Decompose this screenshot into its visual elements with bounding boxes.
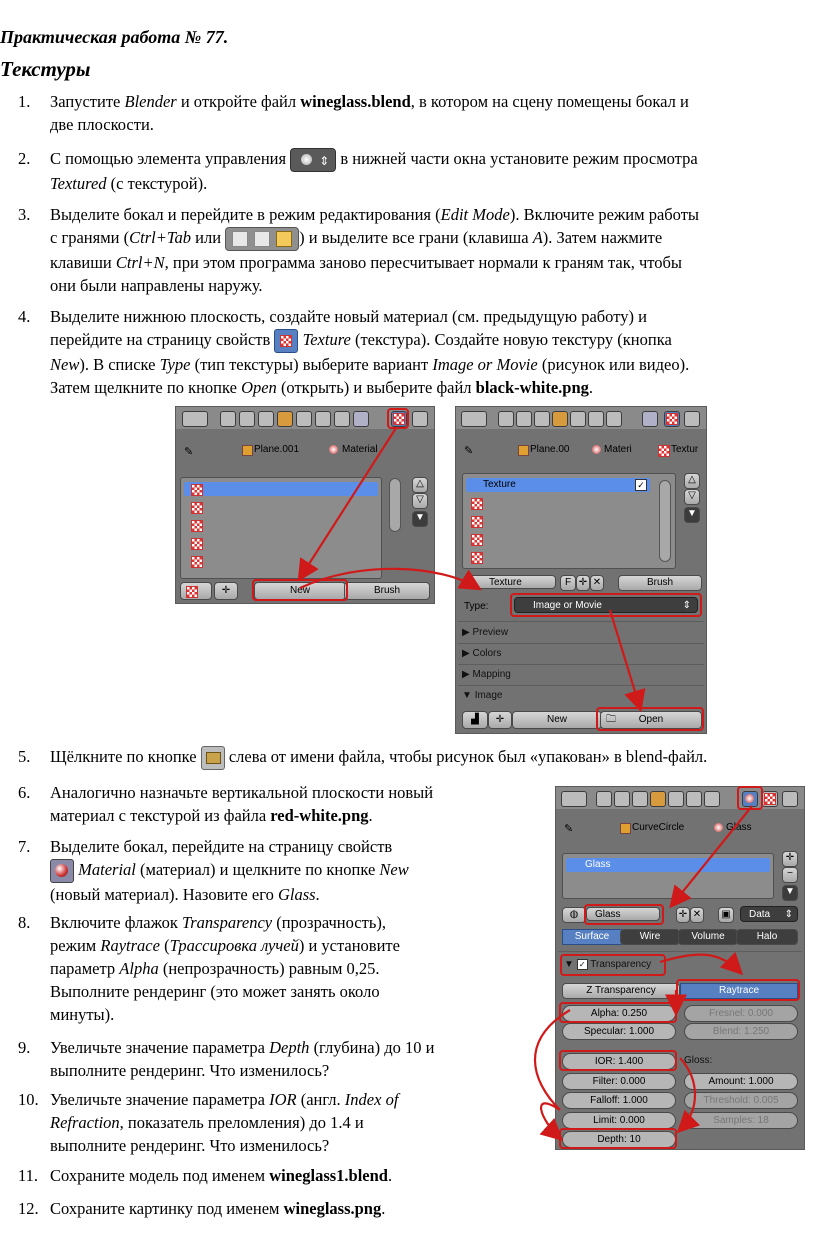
filter-field[interactable]: Filter: 0.000 bbox=[562, 1073, 676, 1090]
brush-button[interactable]: Brush bbox=[618, 575, 702, 591]
folder-icon: 🗀 bbox=[606, 714, 616, 725]
list-scrollbar[interactable] bbox=[659, 480, 671, 562]
material-tab-icon[interactable] bbox=[353, 411, 369, 427]
shading-selector-icon: ⇕ bbox=[290, 148, 336, 172]
plane-icon bbox=[518, 445, 529, 456]
item-text: Сохраните модель под именем wineglass1.blend. bbox=[50, 1166, 393, 1185]
section-preview[interactable]: ▶ Preview bbox=[462, 627, 509, 638]
editor-type-icon[interactable] bbox=[182, 411, 208, 427]
image-browse-button[interactable]: ▟ bbox=[462, 711, 488, 729]
falloff-field[interactable]: Falloff: 1.000 bbox=[562, 1092, 676, 1109]
brush-button[interactable]: Brush bbox=[344, 582, 430, 600]
add-button[interactable]: ✛ bbox=[488, 711, 512, 729]
list-item bbox=[18, 305, 808, 397]
section-mapping[interactable]: ▶ Mapping bbox=[462, 669, 511, 680]
modifiers-tab-icon[interactable] bbox=[315, 411, 331, 427]
highlight-raytrace bbox=[676, 979, 800, 1001]
pin-icon[interactable]: ✎ bbox=[464, 445, 474, 457]
constraints-tab-icon[interactable] bbox=[570, 411, 586, 427]
material-slot-list[interactable] bbox=[562, 853, 774, 899]
item-number: 11. bbox=[18, 1166, 39, 1185]
select-mode-buttons-icon bbox=[225, 227, 299, 251]
fresnel-field[interactable]: Fresnel: 0.000 bbox=[684, 1005, 798, 1022]
item-number: 9. bbox=[18, 1038, 31, 1057]
specials-button[interactable]: ▼ bbox=[412, 511, 428, 527]
material-icon bbox=[329, 445, 338, 454]
threshold-field[interactable]: Threshold: 0.005 bbox=[684, 1092, 798, 1109]
object-tab-icon[interactable] bbox=[277, 411, 293, 427]
texture-tab-icon[interactable] bbox=[762, 791, 778, 807]
highlight-alpha bbox=[559, 1002, 677, 1023]
tab-volume[interactable]: Volume bbox=[678, 929, 738, 945]
enabled-checkbox[interactable]: ✓ bbox=[635, 479, 647, 491]
transparency-label: Transparency bbox=[590, 959, 652, 970]
render-tab-icon[interactable] bbox=[220, 411, 236, 427]
raytrace-button[interactable]: Raytrace bbox=[680, 983, 798, 999]
material-name-text: Glass bbox=[595, 909, 621, 920]
breadcrumb-object: Plane.001 bbox=[254, 444, 300, 455]
texture-slot-icon bbox=[471, 498, 483, 510]
specials-button[interactable]: ▼ bbox=[782, 885, 798, 901]
tab-surface[interactable]: Surface bbox=[562, 929, 622, 945]
world-tab-icon[interactable] bbox=[534, 411, 550, 427]
particles-tab-icon[interactable] bbox=[412, 411, 428, 427]
data-tab-icon[interactable] bbox=[334, 411, 350, 427]
list-scrollbar[interactable] bbox=[389, 478, 401, 532]
breadcrumb-object: CurveCircle bbox=[632, 822, 685, 833]
texture-panel-after bbox=[455, 406, 707, 734]
node-button[interactable]: ▣ bbox=[718, 907, 734, 923]
item-text: Запустите Blender и откройте файл wineglass.blend, в котором на сцену помещены бокал и две плоскости. bbox=[50, 92, 689, 134]
texture-icon bbox=[658, 445, 670, 457]
texture-slot-list[interactable] bbox=[462, 473, 676, 569]
texture-slot-icon bbox=[191, 502, 203, 514]
highlight-texture-tab bbox=[387, 408, 409, 429]
list-item bbox=[18, 745, 808, 768]
texture-slot-icon bbox=[471, 534, 483, 546]
new-texture-button[interactable]: New bbox=[254, 582, 346, 600]
ior-field[interactable]: IOR: 1.400 bbox=[562, 1053, 676, 1070]
breadcrumb-object: Plane.00 bbox=[530, 444, 570, 455]
specials-button[interactable]: ▼ bbox=[684, 507, 700, 523]
object-tab-icon[interactable] bbox=[650, 791, 666, 807]
highlight-depth bbox=[559, 1128, 677, 1149]
highlight-material-tab bbox=[737, 786, 763, 810]
alpha-field[interactable]: Alpha: 0.250 bbox=[562, 1005, 676, 1022]
highlight-ior bbox=[559, 1050, 677, 1071]
remove-slot-button[interactable]: − bbox=[782, 867, 798, 883]
item-text: С помощью элемента управления ⇕ в нижней части окна установите режим просмотра Textured (с текстурой). bbox=[50, 149, 698, 194]
scene-tab-icon[interactable] bbox=[239, 411, 255, 427]
item-text: Аналогично назначьте вертикальной плоскости новый материал с текстурой из файла red-white.png. bbox=[50, 783, 434, 825]
data-dropdown[interactable]: Data ⇕ bbox=[740, 906, 798, 922]
pack-button-icon bbox=[201, 746, 225, 770]
unlink-button[interactable]: ✕ bbox=[690, 907, 704, 923]
item-number: 8. bbox=[18, 913, 31, 932]
specular-field[interactable]: Specular: 1.000 bbox=[562, 1023, 676, 1040]
list-item bbox=[18, 203, 808, 295]
texture-browse-button[interactable] bbox=[180, 582, 212, 600]
fake-user-button[interactable]: F bbox=[560, 575, 576, 591]
world-tab-icon[interactable] bbox=[632, 791, 648, 807]
list-item bbox=[18, 1164, 808, 1187]
world-tab-icon[interactable] bbox=[258, 411, 274, 427]
editor-type-icon[interactable] bbox=[461, 411, 487, 427]
item-number: 5. bbox=[18, 747, 31, 766]
list-item bbox=[18, 1036, 508, 1082]
item-text: Щёлкните по кнопке слева от имени файла, чтобы рисунок был «упакован» в blend-файл. bbox=[50, 745, 707, 770]
item-text: Увеличьте значение параметра Depth (глубина) до 10 и выполните рендеринг. Что изменилось? bbox=[50, 1038, 435, 1080]
topic-title: Текстуры bbox=[0, 57, 91, 81]
material-tab-icon bbox=[50, 859, 74, 883]
item-number: 4. bbox=[18, 307, 31, 326]
texture-slot-icon bbox=[191, 520, 203, 532]
open-label: Open bbox=[638, 714, 664, 725]
breadcrumb-texture: Textur bbox=[671, 444, 699, 455]
item-number: 2. bbox=[18, 149, 31, 168]
practical-title: Практическая работа № 77. bbox=[0, 27, 229, 47]
dropdown-arrows-icon: ⇕ bbox=[682, 600, 691, 611]
list-item bbox=[18, 1088, 508, 1157]
texture-slot-icon bbox=[471, 552, 483, 564]
highlight-name-field bbox=[584, 904, 664, 925]
transparency-checkbox[interactable]: ▼ ✓ Transparency bbox=[564, 959, 652, 970]
item-text: Включите флажок Transparency (прозрачность), режим Raytrace (Трассировка лучей) и установите параметр Alpha (непрозрачность) равным 0,25. Выполните рендеринг (это может занять около минуты). bbox=[50, 913, 400, 1024]
add-button[interactable]: ✛ bbox=[214, 582, 238, 600]
texture-tab-icon[interactable] bbox=[664, 411, 680, 427]
texture-slot-list[interactable] bbox=[180, 477, 382, 579]
item-text: Выделите бокал, перейдите на страницу свойств Material (материал) и щелкните по кнопке New (новый материал). Назовите его Glass. bbox=[50, 837, 409, 905]
material-tab-icon[interactable] bbox=[642, 411, 658, 427]
breadcrumb-material: Material bbox=[342, 444, 378, 455]
highlight-new-button bbox=[252, 579, 348, 601]
item-number: 12. bbox=[18, 1199, 39, 1218]
highlight-transparency bbox=[560, 954, 666, 976]
scene-tab-icon[interactable] bbox=[516, 411, 532, 427]
new-image-button[interactable]: New bbox=[512, 711, 602, 729]
list-item bbox=[18, 911, 508, 1026]
list-item bbox=[18, 1197, 808, 1220]
item-text: Увеличьте значение параметра IOR (англ. Index of Refraction, показатель преломления) до 1.4 и выполните рендеринг. Что изменилось? bbox=[50, 1090, 399, 1155]
item-number: 1. bbox=[18, 92, 31, 111]
unlink-button[interactable]: ✕ bbox=[590, 575, 604, 591]
list-item-label: Texture bbox=[483, 479, 516, 490]
section-colors[interactable]: ▶ Colors bbox=[462, 648, 502, 659]
section-image[interactable]: ▼ Image bbox=[462, 690, 503, 701]
item-number: 3. bbox=[18, 205, 31, 224]
material-icon bbox=[592, 445, 601, 454]
render-tab-icon[interactable] bbox=[498, 411, 514, 427]
scene-tab-icon[interactable] bbox=[614, 791, 630, 807]
pin-icon[interactable]: ✎ bbox=[564, 823, 574, 835]
add-slot-button[interactable]: ✛ bbox=[782, 851, 798, 867]
object-tab-icon[interactable] bbox=[552, 411, 568, 427]
selected-slot[interactable] bbox=[184, 482, 378, 496]
breadcrumb-material: Glass bbox=[726, 822, 752, 833]
item-text: Сохраните картинку под именем wineglass.png. bbox=[50, 1199, 386, 1218]
plane-icon bbox=[242, 445, 253, 456]
constraints-tab-icon[interactable] bbox=[668, 791, 684, 807]
list-item bbox=[18, 90, 808, 136]
blend-field[interactable]: Blend: 1.250 bbox=[684, 1023, 798, 1040]
texture-name-text: Texture bbox=[489, 577, 522, 588]
amount-field[interactable]: Amount: 1.000 bbox=[684, 1073, 798, 1090]
modifiers-tab-icon[interactable] bbox=[686, 791, 702, 807]
z-transparency-button[interactable]: Z Transparency bbox=[562, 983, 680, 999]
limit-field[interactable]: Limit: 0.000 bbox=[562, 1112, 676, 1129]
item-text: Выделите нижнюю плоскость, создайте новый материал (см. предыдущую работу) и перейдите на страницу свойств Texture (текстура). Создайте новую текстуру (кнопка New). В списке Type (тип текстуры) выберите вариант Image or Movie (рисунок или видео). Затем щелкните по кнопке Open (открыть) и выберите файл black-white.png. bbox=[50, 307, 690, 398]
list-item bbox=[18, 147, 808, 193]
data-tab-icon[interactable] bbox=[704, 791, 720, 807]
move-up-button[interactable]: △ bbox=[412, 477, 428, 493]
tab-wire[interactable]: Wire bbox=[620, 929, 680, 945]
list-item bbox=[18, 781, 508, 827]
item-text: Выделите бокал и перейдите в режим редактирования (Edit Mode). Включите режим работы с гранями (Ctrl+Tab или ) и выделите все грани (клавиша A). Затем нажмите клавиши Ctrl+N, при этом программа заново пересчитывает нормали к граням так, чтобы они были направлены наружу. bbox=[50, 205, 699, 296]
material-panel bbox=[555, 786, 805, 1150]
gloss-label: Gloss: bbox=[684, 1055, 713, 1066]
texture-panel-before bbox=[175, 406, 435, 604]
pin-icon[interactable]: ✎ bbox=[184, 446, 194, 458]
particles-tab-icon[interactable] bbox=[782, 791, 798, 807]
depth-field[interactable]: Depth: 10 bbox=[562, 1131, 676, 1148]
item-number: 10. bbox=[18, 1090, 39, 1109]
texture-tab-icon bbox=[274, 329, 298, 353]
type-label: Type: bbox=[464, 601, 489, 612]
texture-slot-icon bbox=[191, 538, 203, 550]
highlight-open-button bbox=[596, 707, 704, 731]
editor-type-icon[interactable] bbox=[561, 791, 587, 807]
highlight-type-dropdown bbox=[510, 593, 702, 617]
move-down-button[interactable]: ▽ bbox=[412, 493, 428, 509]
item-number: 7. bbox=[18, 837, 31, 856]
add-button[interactable]: ✛ bbox=[676, 907, 690, 923]
texture-name-field[interactable] bbox=[464, 575, 556, 589]
constraints-tab-icon[interactable] bbox=[296, 411, 312, 427]
move-down-button[interactable]: ▽ bbox=[684, 489, 700, 505]
particles-tab-icon[interactable] bbox=[684, 411, 700, 427]
type-value: Image or Movie bbox=[533, 600, 602, 611]
texture-slot-icon bbox=[471, 516, 483, 528]
data-dropdown-value: Data bbox=[749, 909, 771, 920]
breadcrumb-material: Materi bbox=[604, 444, 632, 455]
samples-field[interactable]: Samples: 18 bbox=[684, 1112, 798, 1129]
material-browse-button[interactable]: ◍ bbox=[562, 907, 586, 923]
material-icon bbox=[714, 823, 723, 832]
curve-icon bbox=[620, 823, 631, 834]
render-tab-icon[interactable] bbox=[596, 791, 612, 807]
list-item bbox=[18, 835, 508, 904]
item-number: 6. bbox=[18, 783, 31, 802]
texture-slot-icon bbox=[191, 556, 203, 568]
texture-slot-icon bbox=[191, 484, 203, 496]
data-tab-icon[interactable] bbox=[606, 411, 622, 427]
tab-halo[interactable]: Halo bbox=[736, 929, 798, 945]
list-item-label: Glass bbox=[585, 859, 611, 870]
move-up-button[interactable]: △ bbox=[684, 473, 700, 489]
modifiers-tab-icon[interactable] bbox=[588, 411, 604, 427]
add-button[interactable]: ✛ bbox=[576, 575, 590, 591]
